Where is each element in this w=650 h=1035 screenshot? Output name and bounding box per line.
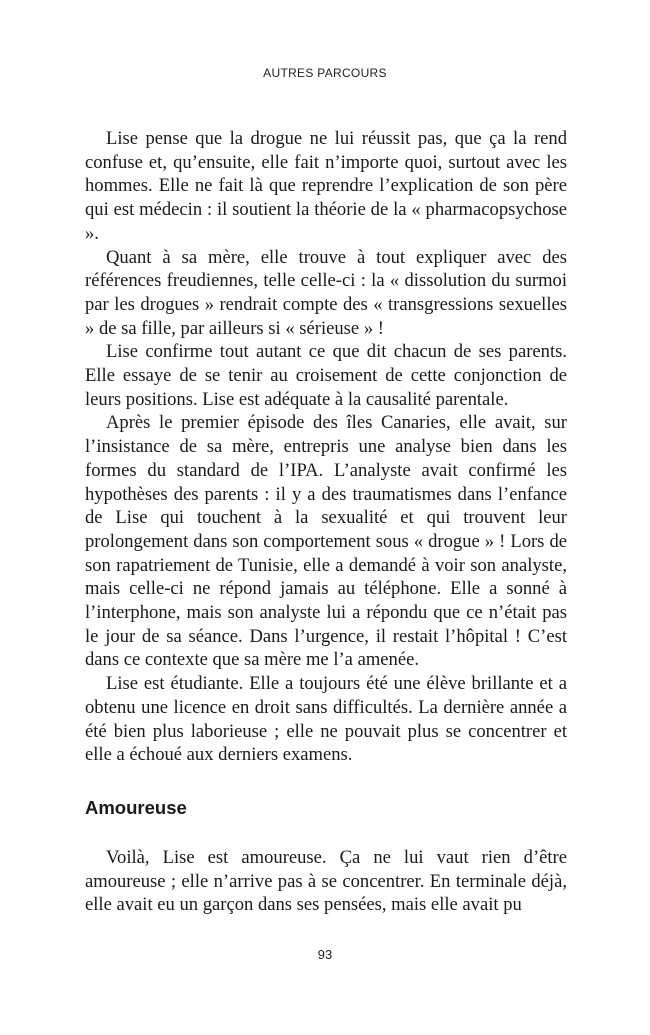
paragraph: Voilà, Lise est amoureuse. Ça ne lui vaut rien d’être amoureuse ; elle n’arrive pas à se concentrer. En terminale déjà, elle avait eu un garçon dans ses pensées, mais elle avait pu bbox=[85, 847, 567, 916]
paragraph: Après le premier épisode des îles Canaries, elle avait, sur l’insistance de sa mère, entrepris une analyse bien dans les formes du standard de l’IPA. L’analyste avait confirmé les hypothèses des parents : il y a des traumatismes dans l’enfance de Lise qui touchent à la sexualité et qui trouvent leur prolongement dans son comportement sous « drogue » ! Lors de son rapatriement de Tunisie, elle a demandé à voir son analyste, mais celle-ci ne répond jamais au téléphone. Elle a sonné à l’interphone, mais son analyste lui a répondu que ce n’était pas le jour de sa séance. Dans l’urgence, il restait l’hôpital ! C’est dans ce contexte que sa mère me l’a amenée. bbox=[85, 412, 567, 671]
body-text bbox=[85, 127, 567, 767]
section-heading: Amoureuse bbox=[85, 797, 187, 818]
paragraph: Quant à sa mère, elle trouve à tout expliquer avec des références freudiennes, telle celle-ci : la « dissolution du surmoi par les drogues » rendrait compte des « transgressions sexuelles » de sa fille, par ailleurs si « sérieuse » ! bbox=[85, 246, 567, 339]
section-body-text bbox=[85, 846, 567, 917]
running-head: AUTRES PARCOURS bbox=[263, 66, 387, 80]
paragraph: Lise confirme tout autant ce que dit chacun de ses parents. Elle essaye de se tenir au croisement de cette conjonction de leurs positions. Lise est adéquate à la causalité parentale. bbox=[85, 341, 567, 410]
paragraph: Lise est étudiante. Elle a toujours été une élève brillante et a obtenu une licence en droit sans difficultés. La dernière année a été bien plus laborieuse ; elle ne pouvait plus se concentrer et elle a échoué aux derniers examens. bbox=[85, 673, 567, 766]
paragraph: Lise pense que la drogue ne lui réussit pas, que ça la rend confuse et, qu’ensuite, elle fait n’importe quoi, surtout avec les hommes. Elle ne fait là que reprendre l’explication de son père qui est médecin : il soutient la théorie de la « pharmacopsychose ». bbox=[85, 128, 567, 244]
page-number: 93 bbox=[317, 947, 333, 962]
